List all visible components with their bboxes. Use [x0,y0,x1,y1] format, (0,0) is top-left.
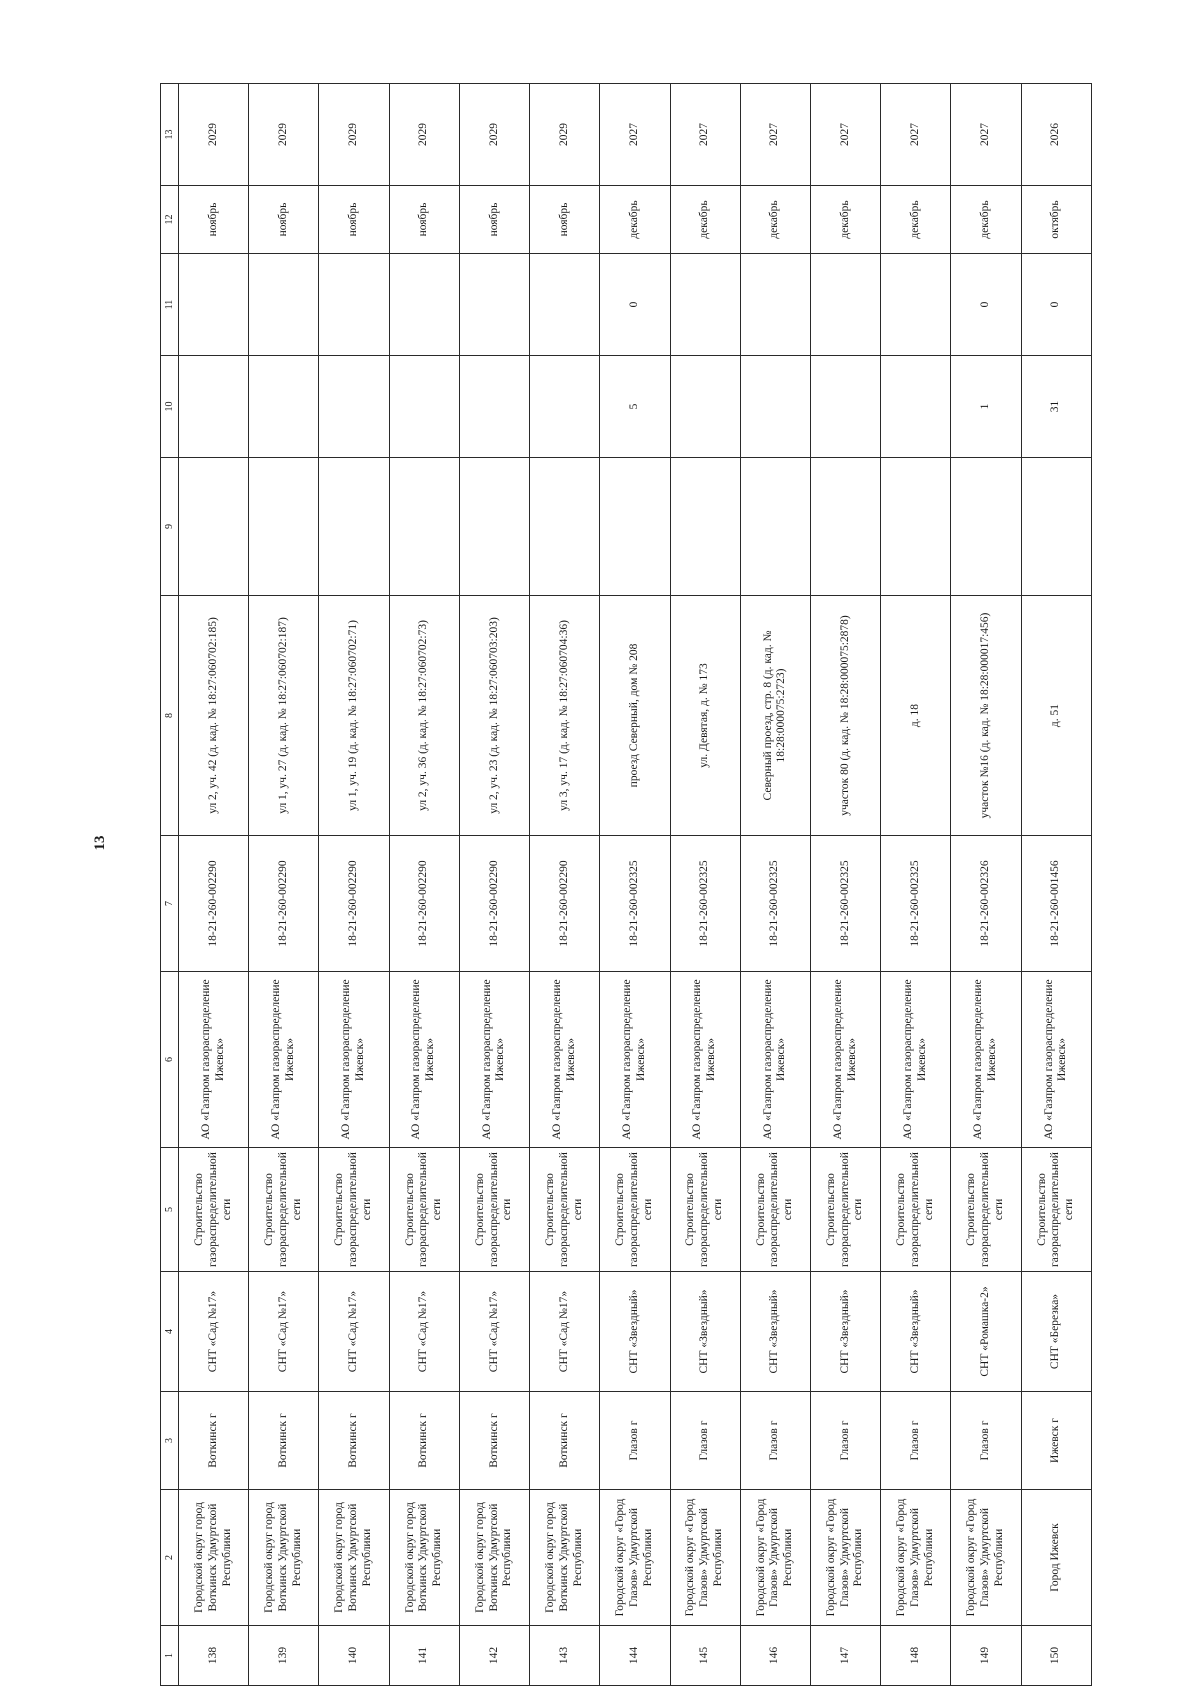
organization-cell: АО «Газпром газораспределение Ижевск» [179,972,249,1148]
registry-number-cell: 18-21-260-002290 [249,836,319,972]
col-11-cell: 0 [1021,254,1091,356]
row-number-cell: 143 [530,1626,600,1686]
registry-number-cell: 18-21-260-002325 [670,836,740,972]
year-cell: 2029 [389,84,459,186]
organization-cell: АО «Газпром газораспределение Ижевск» [740,972,810,1148]
column-number-row [161,84,179,1686]
snt-name-cell: СНТ «Сад №17» [249,1272,319,1392]
col-11-cell: 0 [600,254,670,356]
registry-number-cell: 18-21-260-002290 [179,836,249,972]
col-11-cell [319,254,389,356]
row-number-cell: 144 [600,1626,670,1686]
organization-cell: АО «Газпром газораспределение Ижевск» [389,972,459,1148]
month-cell: октябрь [1021,186,1091,254]
address-cell: д. 18 [881,596,951,836]
col-10-cell [459,356,529,458]
column-header: 13 [161,84,179,186]
locality-cell: Ижевск г [1021,1392,1091,1490]
organization-cell: АО «Газпром газораспределение Ижевск» [810,972,880,1148]
month-cell: декабрь [600,186,670,254]
col-9-cell [881,458,951,596]
organization-cell: АО «Газпром газораспределение Ижевск» [600,972,670,1148]
work-type-cell: Строительство газораспределительной сети [740,1148,810,1272]
year-cell: 2026 [1021,84,1091,186]
address-cell: ул 2, уч. 36 (д. кад. № 18:27:060702:73) [389,596,459,836]
snt-name-cell: СНТ «Звездный» [740,1272,810,1392]
locality-cell: Воткинск г [249,1392,319,1490]
table-row [670,84,740,1686]
column-header: 11 [161,254,179,356]
municipality-cell: Городской округ «Город Глазов» Удмуртской Республики [600,1490,670,1626]
year-cell: 2027 [881,84,951,186]
organization-cell: АО «Газпром газораспределение Ижевск» [881,972,951,1148]
table-row [881,84,951,1686]
work-type-cell: Строительство газораспределительной сети [389,1148,459,1272]
column-header: 8 [161,596,179,836]
snt-name-cell: СНТ «Сад №17» [319,1272,389,1392]
registry-number-cell: 18-21-260-002325 [600,836,670,972]
municipality-cell: Городской округ «Город Глазов» Удмуртской Республики [740,1490,810,1626]
column-header: 4 [161,1272,179,1392]
year-cell: 2029 [249,84,319,186]
organization-cell: АО «Газпром газораспределение Ижевск» [530,972,600,1148]
snt-name-cell: СНТ «Звездный» [600,1272,670,1392]
col-10-cell: 31 [1021,356,1091,458]
column-header: 9 [161,458,179,596]
col-9-cell [810,458,880,596]
organization-cell: АО «Газпром газораспределение Ижевск» [951,972,1021,1148]
col-9-cell [670,458,740,596]
locality-cell: Воткинск г [319,1392,389,1490]
snt-name-cell: СНТ «Березка» [1021,1272,1091,1392]
registry-number-cell: 18-21-260-002290 [530,836,600,972]
month-cell: ноябрь [530,186,600,254]
col-9-cell [389,458,459,596]
registry-number-cell: 18-21-260-002290 [459,836,529,972]
municipality-cell: Городской округ город Воткинск Удмуртской Республики [319,1490,389,1626]
snt-name-cell: СНТ «Звездный» [881,1272,951,1392]
registry-number-cell: 18-21-260-002325 [810,836,880,972]
col-10-cell: 1 [951,356,1021,458]
col-11-cell [249,254,319,356]
row-number-cell: 139 [249,1626,319,1686]
locality-cell: Воткинск г [530,1392,600,1490]
month-cell: ноябрь [249,186,319,254]
col-10-cell [670,356,740,458]
column-header: 3 [161,1392,179,1490]
snt-name-cell: СНТ «Сад №17» [389,1272,459,1392]
month-cell: ноябрь [179,186,249,254]
work-type-cell: Строительство газораспределительной сети [319,1148,389,1272]
row-number-cell: 138 [179,1626,249,1686]
table-row [179,84,249,1686]
municipality-cell: Городской округ город Воткинск Удмуртской Республики [389,1490,459,1626]
municipality-cell: Городской округ «Город Глазов» Удмуртской Республики [810,1490,880,1626]
snt-name-cell: СНТ «Сад №17» [530,1272,600,1392]
column-header: 5 [161,1148,179,1272]
month-cell: декабрь [670,186,740,254]
row-number-cell: 142 [459,1626,529,1686]
address-cell: ул 2, уч. 23 (д. кад. № 18:27:060703:203) [459,596,529,836]
locality-cell: Глазов г [740,1392,810,1490]
address-cell: проезд Северный, дом № 208 [600,596,670,836]
municipality-cell: Городской округ город Воткинск Удмуртской Республики [459,1490,529,1626]
column-header: 6 [161,972,179,1148]
row-number-cell: 150 [1021,1626,1091,1686]
col-11-cell [740,254,810,356]
col-10-cell [249,356,319,458]
row-number-cell: 141 [389,1626,459,1686]
municipality-cell: Городской округ «Город Глазов» Удмуртской Республики [670,1490,740,1626]
col-9-cell [319,458,389,596]
month-cell: декабрь [951,186,1021,254]
month-cell: ноябрь [459,186,529,254]
organization-cell: АО «Газпром газораспределение Ижевск» [670,972,740,1148]
organization-cell: АО «Газпром газораспределение Ижевск» [459,972,529,1148]
row-number-cell: 146 [740,1626,810,1686]
col-9-cell [951,458,1021,596]
registry-number-cell: 18-21-260-001456 [1021,836,1091,972]
work-type-cell: Строительство газораспределительной сети [810,1148,880,1272]
row-number-cell: 140 [319,1626,389,1686]
locality-cell: Глазов г [881,1392,951,1490]
row-number-cell: 149 [951,1626,1021,1686]
col-10-cell [389,356,459,458]
organization-cell: АО «Газпром газораспределение Ижевск» [319,972,389,1148]
work-type-cell: Строительство газораспределительной сети [1021,1148,1091,1272]
col-11-cell [389,254,459,356]
column-header: 7 [161,836,179,972]
registry-number-cell: 18-21-260-002290 [319,836,389,972]
col-10-cell [881,356,951,458]
col-11-cell: 0 [951,254,1021,356]
work-type-cell: Строительство газораспределительной сети [530,1148,600,1272]
work-type-cell: Строительство газораспределительной сети [600,1148,670,1272]
municipality-cell: Городской округ «Город Глазов» Удмуртской Республики [951,1490,1021,1626]
locality-cell: Воткинск г [179,1392,249,1490]
snt-name-cell: СНТ «Сад №17» [179,1272,249,1392]
locality-cell: Глазов г [670,1392,740,1490]
snt-name-cell: СНТ «Звездный» [810,1272,880,1392]
work-type-cell: Строительство газораспределительной сети [881,1148,951,1272]
row-number-cell: 145 [670,1626,740,1686]
work-type-cell: Строительство газораспределительной сети [179,1148,249,1272]
table-row [600,84,670,1686]
col-9-cell [179,458,249,596]
year-cell: 2029 [459,84,529,186]
year-cell: 2029 [530,84,600,186]
month-cell: декабрь [881,186,951,254]
document-rotated-area [160,84,1092,1686]
column-header: 12 [161,186,179,254]
work-type-cell: Строительство газораспределительной сети [951,1148,1021,1272]
work-type-cell: Строительство газораспределительной сети [459,1148,529,1272]
col-11-cell [179,254,249,356]
locality-cell: Глазов г [600,1392,670,1490]
address-cell: ул 1, уч. 27 (д. кад. № 18:27:060702:187) [249,596,319,836]
row-number-cell: 148 [881,1626,951,1686]
locality-cell: Воткинск г [459,1392,529,1490]
work-type-cell: Строительство газораспределительной сети [249,1148,319,1272]
address-cell: ул 3, уч. 17 (д. кад. № 18:27:060704:36) [530,596,600,836]
year-cell: 2029 [179,84,249,186]
table-row [389,84,459,1686]
month-cell: ноябрь [389,186,459,254]
address-cell: участок №16 (д. кад. № 18:28:000017:456) [951,596,1021,836]
month-cell: ноябрь [319,186,389,254]
table-row [810,84,880,1686]
col-11-cell [459,254,529,356]
col-9-cell [530,458,600,596]
col-11-cell [670,254,740,356]
snt-name-cell: СНТ «Сад №17» [459,1272,529,1392]
address-cell: д. 51 [1021,596,1091,836]
year-cell: 2027 [670,84,740,186]
table-row [530,84,600,1686]
registry-number-cell: 18-21-260-002325 [881,836,951,972]
table-row [1021,84,1091,1686]
snt-name-cell: СНТ «Ромашка-2» [951,1272,1021,1392]
table-row [740,84,810,1686]
col-10-cell [319,356,389,458]
address-cell: участок 80 (д. кад. № 18:28:000075:2878) [810,596,880,836]
col-10-cell [810,356,880,458]
col-10-cell [740,356,810,458]
table-row [951,84,1021,1686]
table-row [249,84,319,1686]
col-9-cell [600,458,670,596]
col-10-cell [530,356,600,458]
organization-cell: АО «Газпром газораспределение Ижевск» [1021,972,1091,1148]
registry-number-cell: 18-21-260-002290 [389,836,459,972]
month-cell: декабрь [740,186,810,254]
table-row [319,84,389,1686]
col-11-cell [881,254,951,356]
address-cell: ул 2, уч. 42 (д. кад. № 18:27:060702:185) [179,596,249,836]
locality-cell: Глазов г [810,1392,880,1490]
registry-number-cell: 18-21-260-002325 [740,836,810,972]
year-cell: 2027 [600,84,670,186]
locality-cell: Воткинск г [389,1392,459,1490]
col-9-cell [740,458,810,596]
organization-cell: АО «Газпром газораспределение Ижевск» [249,972,319,1148]
address-cell: ул. Девятая, д. № 173 [670,596,740,836]
row-number-cell: 147 [810,1626,880,1686]
registry-number-cell: 18-21-260-002326 [951,836,1021,972]
col-9-cell [1021,458,1091,596]
year-cell: 2027 [810,84,880,186]
col-11-cell [530,254,600,356]
column-header: 10 [161,356,179,458]
municipality-cell: Город Ижевск [1021,1490,1091,1626]
snt-name-cell: СНТ «Звездный» [670,1272,740,1392]
work-type-cell: Строительство газораспределительной сети [670,1148,740,1272]
col-9-cell [459,458,529,596]
table-row [459,84,529,1686]
address-cell: Северный проезд, стр. 8 (д. кад. № 18:28:000075:2723) [740,596,810,836]
locality-cell: Глазов г [951,1392,1021,1490]
column-header: 1 [161,1626,179,1686]
year-cell: 2027 [951,84,1021,186]
municipality-cell: Городской округ город Воткинск Удмуртской Республики [249,1490,319,1626]
col-10-cell [179,356,249,458]
month-cell: декабрь [810,186,880,254]
municipality-cell: Городской округ город Воткинск Удмуртской Республики [179,1490,249,1626]
municipality-cell: Городской округ город Воткинск Удмуртской Республики [530,1490,600,1626]
year-cell: 2029 [319,84,389,186]
col-11-cell [810,254,880,356]
gasification-table [160,83,1092,1686]
col-9-cell [249,458,319,596]
municipality-cell: Городской округ «Город Глазов» Удмуртской Республики [881,1490,951,1626]
year-cell: 2027 [740,84,810,186]
col-10-cell: 5 [600,356,670,458]
address-cell: ул 1, уч. 19 (д. кад. № 18:27:060702:71) [319,596,389,836]
column-header: 2 [161,1490,179,1626]
page-number: 13 [92,835,108,851]
